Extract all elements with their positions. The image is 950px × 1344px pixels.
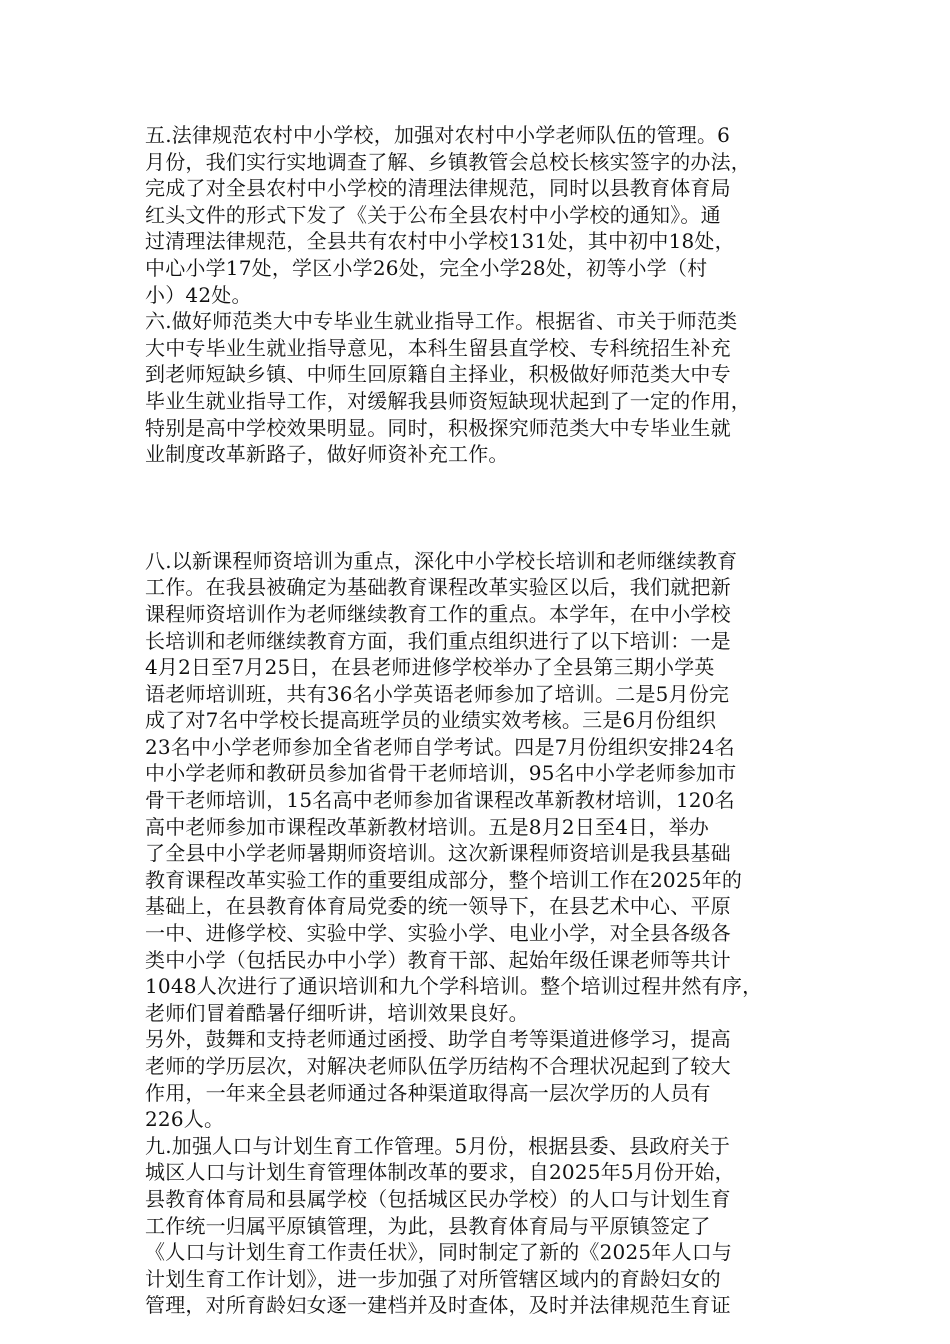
paragraph-section-6 [145,308,815,468]
text-line: 业制度改革新路子，做好师资补充工作。 [145,442,509,467]
text-line: 特别是高中学校效果明显。同时，积极探究师范类大中专毕业生就 [145,415,731,440]
paragraph-section-9 [145,1133,815,1319]
text-line: 到老师短缺乡镇、中师生回原籍自主择业，积极做好师范类大中专 [145,362,731,387]
text-line: 中心小学17处，学区小学26处，完全小学28处，初等小学（村 [145,255,708,280]
text-line: 五.法律规范农村中小学校，加强对农村中小学老师队伍的管理。6 [145,123,731,147]
text-line: 226人。 [145,1107,225,1132]
document-page [145,122,815,1319]
text-line: 完成了对全县农村中小学校的清理法律规范，同时以县教育体育局 [145,176,731,201]
text-line: 县教育体育局和县属学校（包括城区民办学校）的人口与计划生育 [145,1186,731,1211]
text-line: 月份，我们实行实地调查了解、乡镇教管会总校长核实签字的办法， [145,149,751,174]
paragraph-additional [145,1026,815,1132]
text-line: 类中小学（包括民办中小学）教育干部、起始年级任课老师等共计 [145,947,731,972]
text-line: 23名中小学老师参加全省老师自学考试。四是7月份组织安排24名 [145,734,735,759]
text-line: 《人口与计划生育工作责任状》，同时制定了新的《2025年人口与 [145,1240,733,1265]
text-line: 老师的学历层次，对解决老师队伍学历结构不合理状况起到了较大 [145,1054,731,1078]
text-line: 六.做好师范类大中专毕业生就业指导工作。根据省、市关于师范类 [145,309,738,334]
text-line: 城区人口与计划生育管理体制改革的要求，自2025年5月份开始， [145,1160,735,1185]
text-line: 课程师资培训作为老师继续教育工作的重点。本学年，在中小学校 [145,601,731,626]
text-line: 语老师培训班，共有36名小学英语老师参加了培训。二是5月份完 [145,681,730,706]
text-line: 作用，一年来全县老师通过各种渠道取得高一层次学历的人员有 [145,1080,711,1105]
text-line: 九.加强人口与计划生育工作管理。5月份，根据县委、县政府关于 [145,1133,731,1158]
text-line: 基础上，在县教育体育局党委的统一领导下，在县艺术中心、平原 [145,894,731,919]
text-line: 大中专毕业生就业指导意见，本科生留县直学校、专科统招生补充 [145,335,731,360]
text-line: 过清理法律规范，全县共有农村中小学校131处，其中初中18处， [145,229,735,254]
text-line: 计划生育工作计划》，进一步加强了对所管辖区域内的育龄妇女的 [145,1266,721,1291]
paragraph-section-8 [145,548,815,1027]
paragraph-section-5 [145,122,815,308]
text-line: 中小学老师和教研员参加省骨干老师培训，95名中小学老师参加市 [145,761,737,786]
text-line: 工作统一归属平原镇管理，为此，县教育体育局与平原镇签定了 [145,1213,711,1238]
text-line: 教育课程改革实验工作的重要组成部分，整个培训工作在2025年的 [145,867,743,892]
text-line: 红头文件的形式下发了《关于公布全县农村中小学校的通知》。通 [145,202,721,227]
text-line: 长培训和老师继续教育方面，我们重点组织进行了以下培训：一是 [145,628,731,653]
text-line: 4月2日至7月25日，在县老师进修学校举办了全县第三期小学英 [145,655,715,680]
text-line: 骨干老师培训，15名高中老师参加省课程改革新教材培训，120名 [145,788,735,813]
text-line: 小）42处。 [145,282,252,307]
text-line: 另外，鼓舞和支持老师通过函授、助学自考等渠道进修学习，提高 [145,1027,731,1052]
text-line: 工作。在我县被确定为基础教育课程改革实验区以后，我们就把新 [145,575,731,600]
text-line: 了全县中小学老师暑期师资培训。这次新课程师资培训是我县基础 [145,841,731,866]
text-line: 管理，对所育龄妇女逐一建档并及时查体，及时并法律规范生育证 [145,1293,731,1318]
section-gap [145,468,815,548]
text-line: 八.以新课程师资培训为重点，深化中小学校长培训和老师继续教育 [145,548,738,573]
text-line: 一中、进修学校、实验中学、实验小学、电业小学，对全县各级各 [145,921,731,946]
text-line: 高中老师参加市课程改革新教材培训。五是8月2日至4日，举办 [145,814,709,839]
text-line: 1048人次进行了通识培训和九个学科培训。整个培训过程井然有序， [145,974,763,999]
text-line: 老师们冒着酷暑仔细听讲，培训效果良好。 [145,1000,529,1025]
text-line: 毕业生就业指导工作，对缓解我县师资短缺现状起到了一定的作用， [145,388,751,413]
text-line: 成了对7名中学校长提高班学员的业绩实效考核。三是6月份组织 [145,708,717,733]
